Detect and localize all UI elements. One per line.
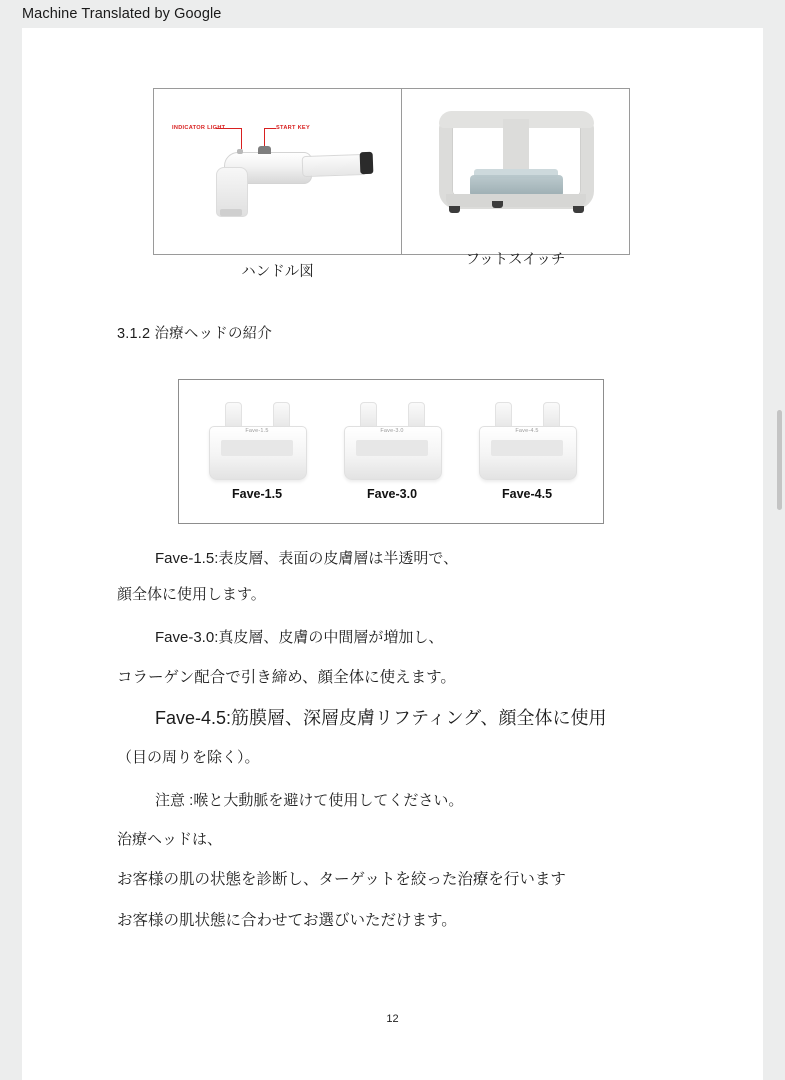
paragraph-heads-line2: お客様の肌の状態を診断し、ターゲットを絞った治療を行います [117,871,566,888]
footswitch-figure [401,88,630,255]
paragraph-fave15-line1: Fave-1.5:表皮層、表面の皮膚層は半透明で、 [155,550,459,567]
handpiece-figure [153,88,402,255]
section-heading: 3.1.2 治療ヘッドの紹介 [117,326,273,342]
footswitch-foot-right [573,206,584,213]
handpiece-cable-cap [360,152,374,174]
paragraph-fave30-line2: コラーゲン配合で引き締め、顔全体に使えます。 [117,669,456,686]
treatment-head-label-2: Fave-3.0 [366,487,418,501]
paragraph-heads-line3: お客様の肌状態に合わせてお選びいただけます。 [117,912,457,929]
handpiece-figure-caption: ハンドル図 [241,264,314,280]
treatment-head-label-1: Fave-1.5 [231,487,283,501]
footswitch-illustration [402,89,629,254]
document-page [22,28,763,1080]
head-code-label: Fave-4.5 [515,428,539,434]
treatment-head-3 [467,396,587,480]
callout-start-key: START KEY [276,125,310,131]
head-slot [221,440,293,456]
scrollbar-track[interactable] [776,28,782,1080]
handpiece-neck [302,154,367,177]
paragraph-heads-line1: 治療ヘッドは、 [117,831,223,848]
banner-label: Machine Translated by Google [22,6,222,22]
handpiece-indicator-led [237,149,243,154]
footswitch-foot-left [449,206,460,213]
paragraph-caution: 注意 :喉と大動脈を避けて使用してください。 [155,792,464,809]
treatment-head-2 [332,396,452,480]
callout-indicator-light: INDICATOR LIGHT [172,125,226,131]
paragraph-fave15-line2: 顔全体に使用します。 [117,586,266,603]
head-code-label: Fave-3.0 [380,428,404,434]
scrollbar-thumb[interactable] [777,410,782,510]
machine-translation-banner [0,0,785,28]
head-slot [491,440,563,456]
paragraph-fave45-line1: Fave-4.5:筋膜層、深層皮膚リフティング、顔全体に使用 [155,708,607,728]
paragraph-fave45-line2: （目の周りを除く）。 [117,749,260,766]
handpiece-tip [220,209,242,216]
leader-line-indicator-v [241,128,242,149]
head-code-label: Fave-1.5 [245,428,269,434]
handpiece-start-button [258,146,271,154]
leader-line-start-h [264,128,276,129]
page-number: 12 [386,1013,399,1025]
footswitch-base [446,194,586,207]
treatment-heads-figure [178,379,604,524]
footswitch-figure-caption: フットスイッチ [465,252,566,268]
treatment-head-1 [197,396,317,480]
paragraph-fave30-line1: Fave-3.0:真皮層、皮膚の中間層が増加し、 [155,629,444,646]
head-slot [356,440,428,456]
footswitch-foot-center [492,201,503,208]
figure-row-devices [153,88,631,255]
handpiece-illustration [154,89,401,254]
treatment-head-label-3: Fave-4.5 [501,487,553,501]
leader-line-start-v [264,128,265,146]
